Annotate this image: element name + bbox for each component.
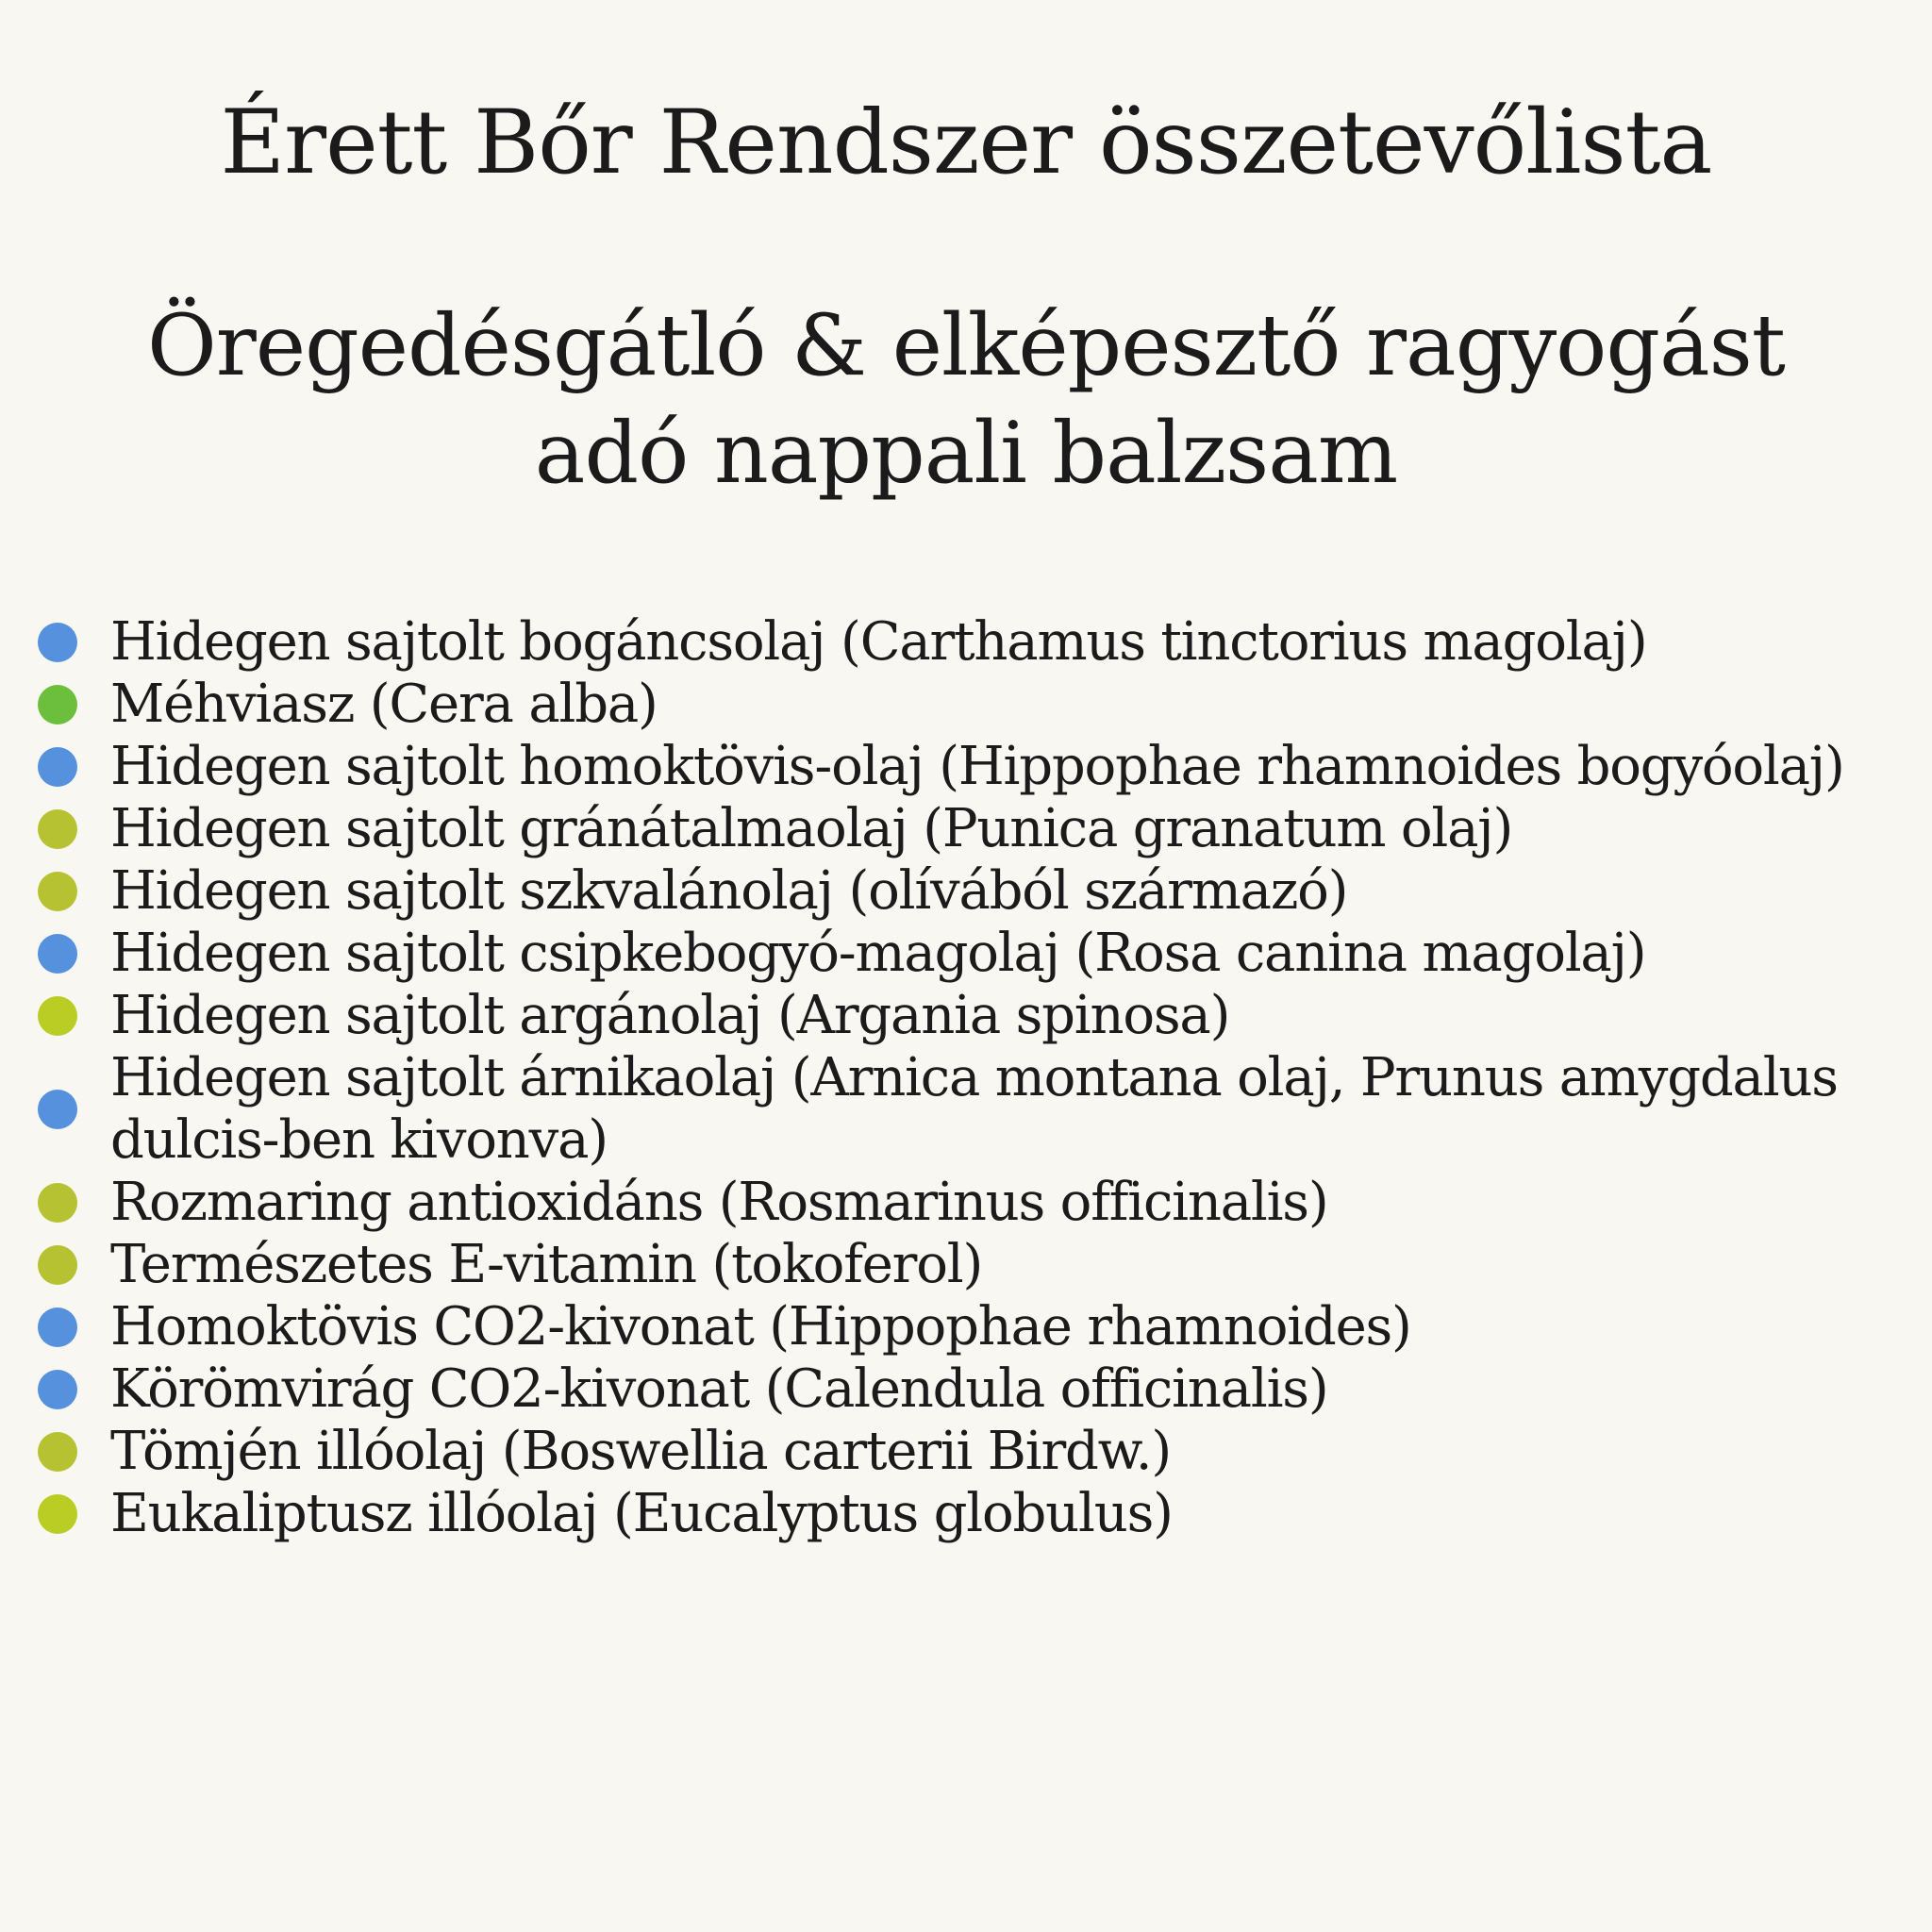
ingredient-item bbox=[0, 1483, 1932, 1545]
subtitle-line-1: Öregedésgátló & elképesztő ragyogást bbox=[147, 296, 1785, 395]
ingredient-item bbox=[0, 611, 1932, 674]
ingredient-item bbox=[0, 1296, 1932, 1358]
ingredient-text: Körömvirág CO2-kivonat (Calendula officinalis) bbox=[110, 1358, 1328, 1420]
ingredient-text-line-2: dulcis-ben kivonva) bbox=[110, 1109, 608, 1171]
ingredient-text: Hidegen sajtolt bogáncsolaj (Carthamus tinctorius magolaj) bbox=[110, 611, 1647, 673]
ingredient-item bbox=[0, 860, 1932, 923]
bullet-dot-icon bbox=[38, 1494, 77, 1534]
bullet-dot-icon bbox=[38, 872, 77, 911]
ingredient-item bbox=[0, 1172, 1932, 1234]
ingredient-text: Hidegen sajtolt homoktövis-olaj (Hippophae rhamnoides bogyóolaj) bbox=[110, 736, 1844, 797]
bullet-dot-icon bbox=[38, 1432, 77, 1472]
bullet-dot-icon bbox=[38, 685, 77, 724]
bullet-dot-icon bbox=[38, 1245, 77, 1285]
ingredient-item bbox=[0, 674, 1932, 736]
ingredient-text: Hidegen sajtolt csipkebogyó-magolaj (Rosa canina magolaj) bbox=[110, 923, 1646, 984]
ingredient-text: Hidegen sajtolt szkvalánolaj (olívából származó) bbox=[110, 860, 1348, 922]
page-title: Érett Bőr Rendszer összetevőlista bbox=[220, 92, 1712, 194]
ingredient-item bbox=[0, 1047, 1932, 1172]
ingredient-text: Természetes E-vitamin (tokoferol) bbox=[110, 1234, 983, 1295]
ingredient-item bbox=[0, 1234, 1932, 1296]
bullet-dot-icon bbox=[38, 1183, 77, 1223]
bullet-dot-icon bbox=[38, 747, 77, 787]
ingredient-text: Hidegen sajtolt gránátalmaolaj (Punica granatum olaj) bbox=[110, 798, 1513, 859]
product-subtitle bbox=[0, 292, 1932, 508]
bullet-dot-icon bbox=[38, 1090, 77, 1129]
bullet-dot-icon bbox=[38, 809, 77, 849]
ingredient-text: Méhviasz (Cera alba) bbox=[110, 674, 658, 735]
bullet-dot-icon bbox=[38, 623, 77, 662]
ingredient-item bbox=[0, 985, 1932, 1047]
ingredient-text: Eukaliptusz illóolaj (Eucalyptus globulus) bbox=[110, 1483, 1173, 1544]
ingredient-item bbox=[0, 1358, 1932, 1421]
bullet-dot-icon bbox=[38, 996, 77, 1036]
bullet-dot-icon bbox=[38, 934, 77, 974]
ingredient-text-line-1: Hidegen sajtolt árnikaolaj (Arnica montana olaj, Prunus amygdalus bbox=[110, 1047, 1838, 1108]
subtitle-line-2: adó nappali balzsam bbox=[534, 404, 1398, 503]
ingredient-text: Tömjén illóolaj (Boswellia carterii Birdw.) bbox=[110, 1421, 1172, 1482]
ingredient-item bbox=[0, 736, 1932, 798]
ingredient-text: Homoktövis CO2-kivonat (Hippophae rhamnoides) bbox=[110, 1296, 1411, 1357]
bullet-dot-icon bbox=[38, 1307, 77, 1347]
ingredient-text: Hidegen sajtolt argánolaj (Argania spinosa) bbox=[110, 985, 1230, 1046]
ingredient-item bbox=[0, 923, 1932, 985]
ingredient-text: Rozmaring antioxidáns (Rosmarinus officinalis) bbox=[110, 1172, 1328, 1233]
ingredient-item bbox=[0, 1421, 1932, 1483]
ingredient-item bbox=[0, 798, 1932, 860]
ingredient-list bbox=[0, 611, 1932, 1545]
bullet-dot-icon bbox=[38, 1370, 77, 1409]
